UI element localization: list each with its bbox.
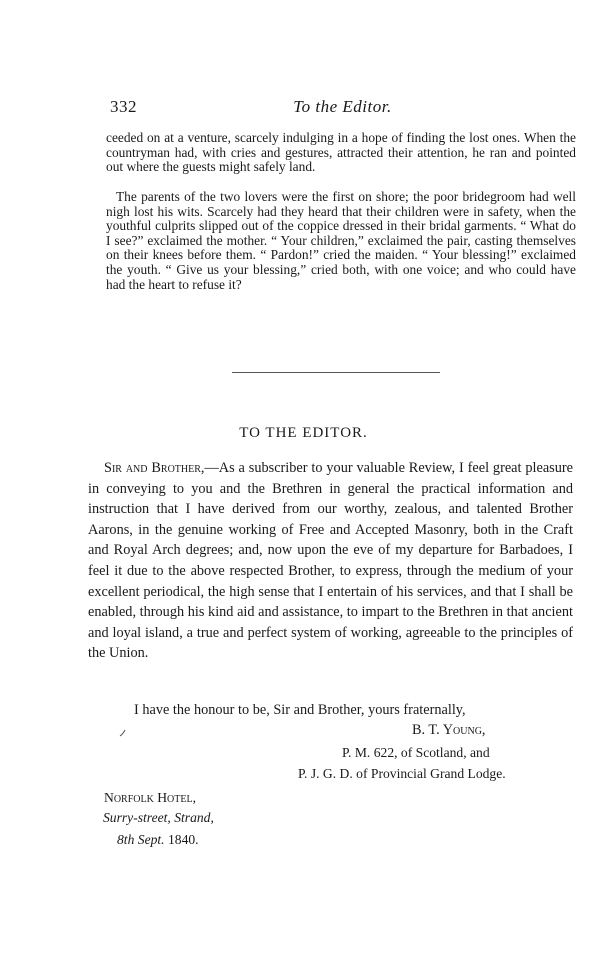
page-number: 332 <box>110 97 137 116</box>
letter-closing: I have the honour to be, Sir and Brother, yours fraternally, <box>134 702 466 718</box>
letter-date-year: 1840. <box>167 832 199 847</box>
letter-date-day: 8th Sept. <box>117 832 165 847</box>
story-paragraph-1-text: ceeded on at a venture, scarcely indulging in a hope of finding the lost ones. When the countryman had, with cries and gestures, attracted their attention, he ran and pointed out where the guests might safely land. <box>106 130 576 175</box>
letter-paragraph <box>88 458 573 664</box>
page-header <box>110 97 575 119</box>
letter-body <box>88 458 573 664</box>
letter-date <box>117 832 199 848</box>
signature-name <box>412 722 486 739</box>
signature-title-2: P. J. G. D. of Provincial Grand Lodge. <box>298 766 506 781</box>
address-hotel <box>104 790 196 806</box>
address-street: Surry-street, Strand, <box>103 810 214 825</box>
ink-mark-icon <box>119 728 127 741</box>
letter-salutation: Sir and Brother, <box>104 460 205 476</box>
story-paragraph-2-text: The parents of the two lovers were the first on shore; the poor bridegroom had well nigh lost his wits. Scarcely had they heard that their children were in safety, when the youthful culprits slipped out of the coppice dressed in their bridal garments. “ What do I see?” exclaimed the mother. “ Your children,” exclaimed the pair, casting themselves on their knees before them. “ Pardon!” cried the maiden. “ Your blessing!” exclaimed the youth. “ Give us your blessing,” cried both, with one voice; and who could have had the heart to refuse it? <box>106 189 576 292</box>
address-hotel-text: Norfolk Hotel, <box>104 790 196 805</box>
signature-name-text: B. T. Young, <box>412 722 486 738</box>
section-divider <box>232 372 440 373</box>
story-paragraph-2 <box>106 190 576 292</box>
letter-body-text: —As a subscriber to your valuable Review, I feel great pleasure in conveying to you and the Brethren in general the practical information and instruction that I have derived from our worthy, zealous, and talented Brother Aarons, in the genuine working of Free and Accepted Masonry, both in the Craft and Royal Arch degrees; and, now upon the eve of my departure for Barbadoes, I feel it due to the above respected Brother, to express, through the medium of your excellent periodical, the high sense that I entertain of his services, and that I shall be enabled, through his kind aid and assistance, to impart to the Brethren in that ancient and loyal island, a true and perfect system of working, agreeable to the principles of the Union. <box>88 460 573 662</box>
story-paragraph-1 <box>106 131 576 175</box>
running-title: To the Editor. <box>293 97 392 116</box>
signature-title-1: P. M. 622, of Scotland, and <box>342 745 490 760</box>
letter-heading: TO THE EDITOR. <box>239 425 368 441</box>
